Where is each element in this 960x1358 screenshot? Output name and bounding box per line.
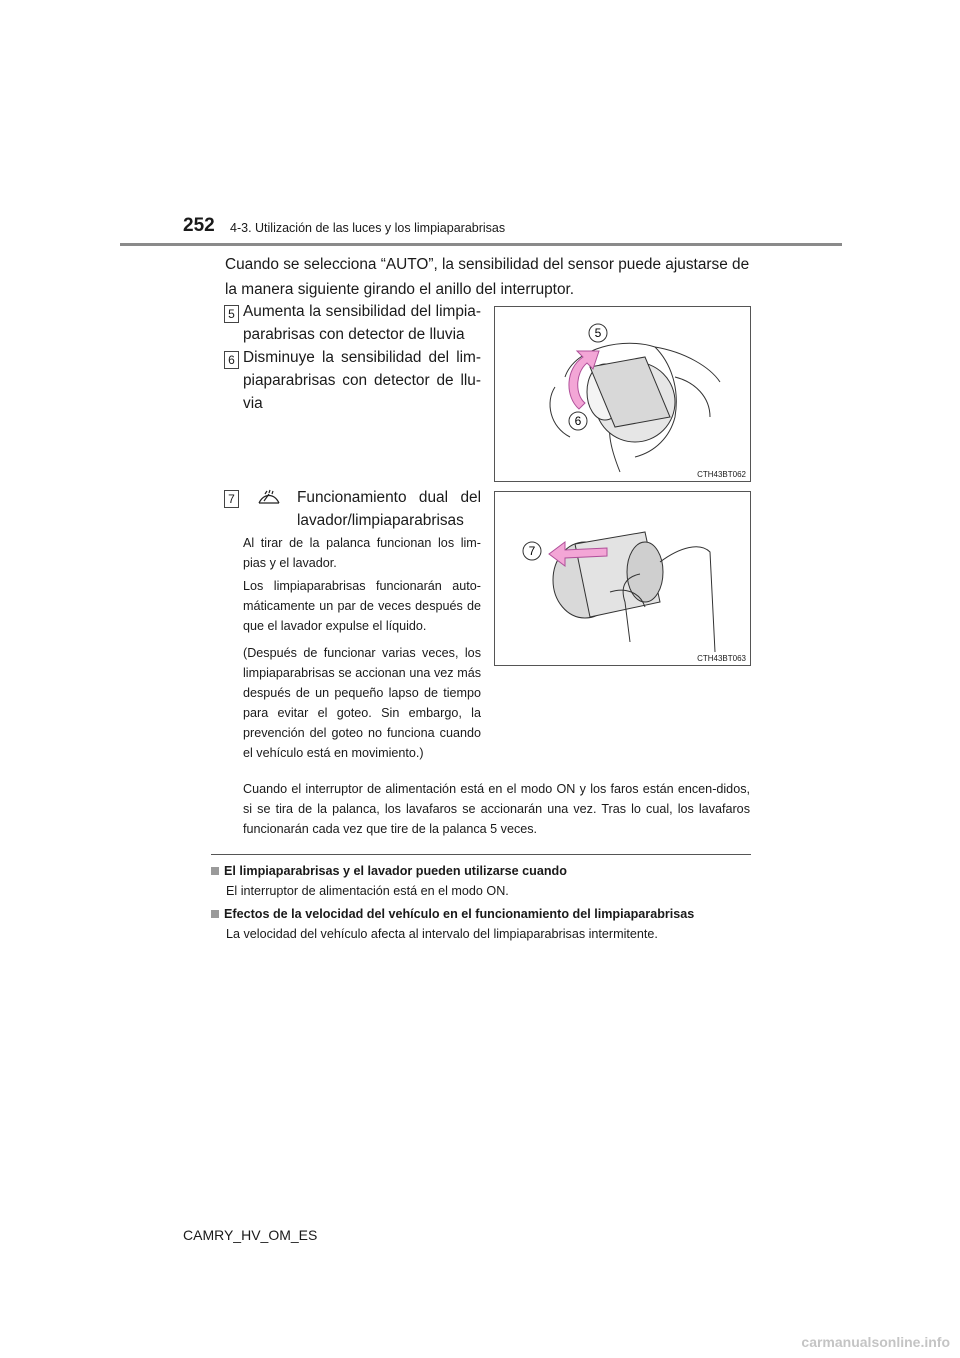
figure-washer-pull <box>494 491 751 666</box>
note-operation-conditions <box>211 861 756 901</box>
item-5-number: 5 <box>224 305 239 323</box>
note-2-body: La velocidad del vehículo afecta al intervalo del limpiaparabrisas intermitente. <box>226 927 658 941</box>
lever-pull-illustration <box>495 492 750 665</box>
item-5-text: Aumenta la sensibilidad del limpia-parabrisas con detector de lluvia <box>243 303 481 343</box>
note-2-title <box>211 904 756 924</box>
notes-divider <box>211 854 751 855</box>
note-1-title <box>211 861 756 881</box>
figure-2-callout-7: 7 <box>528 544 536 558</box>
headlamp-washer-note: Cuando el interruptor de alimentación está en el modo ON y los faros están encen-didos, si se tira de la palanca, los lavafaros se accionarán una vez. Tras lo cual, los lavafaros funcionarán cada vez que tire de la palanca 5 veces. <box>243 782 750 836</box>
footer-manual-code: CAMRY_HV_OM_ES <box>183 1227 318 1243</box>
item-6-number: 6 <box>224 351 239 369</box>
note-1-body: El interruptor de alimentación está en el modo ON. <box>226 884 509 898</box>
figure-sensitivity-ring <box>494 306 751 482</box>
header-divider <box>120 243 842 246</box>
bullet-square-icon <box>211 867 219 875</box>
item-7-number: 7 <box>224 490 239 508</box>
item-7-text: Funcionamiento dual del lavador/limpiaparabrisas <box>297 489 481 529</box>
lever-ring-illustration <box>495 307 750 481</box>
item-7-detail-3: (Después de funcionar varias veces, los limpiaparabrisas se accionan una vez más después de un pequeño lapso de tiempo para evitar el goteo. Sin embargo, la prevención del goteo no funciona cuando el vehículo está en movimiento.) <box>243 646 481 760</box>
bullet-square-icon <box>211 910 219 918</box>
washer-wiper-icon <box>256 488 282 508</box>
figure-1-callout-6: 6 <box>574 414 582 428</box>
item-6-text: Disminuye la sensibilidad del lim-piaparabrisas con detector de llu-via <box>243 349 481 412</box>
note-vehicle-speed <box>211 904 756 944</box>
item-7-detail-1: Al tirar de la palanca funcionan los lim-pias y el lavador. <box>243 536 481 570</box>
page-number: 252 <box>183 215 215 236</box>
item-7-detail-2: Los limpiaparabrisas funcionarán auto-máticamente un par de veces después de que el lavador expulse el líquido. <box>243 579 481 633</box>
watermark: carmanualsonline.info <box>801 1334 950 1350</box>
figure-1-code: CTH43BT062 <box>697 470 746 479</box>
note-1-title-text: El limpiaparabrisas y el lavador pueden utilizarse cuando <box>224 864 567 878</box>
figure-1-callout-5: 5 <box>594 326 602 340</box>
intro-paragraph: Cuando se selecciona “AUTO”, la sensibilidad del sensor puede ajustarse de la manera siguiente girando el anillo del interruptor. <box>225 256 750 298</box>
section-title: 4-3. Utilización de las luces y los limpiaparabrisas <box>230 221 506 235</box>
note-2-title-text: Efectos de la velocidad del vehículo en el funcionamiento del limpiaparabrisas <box>224 907 695 921</box>
figure-2-code: CTH43BT063 <box>697 654 746 663</box>
